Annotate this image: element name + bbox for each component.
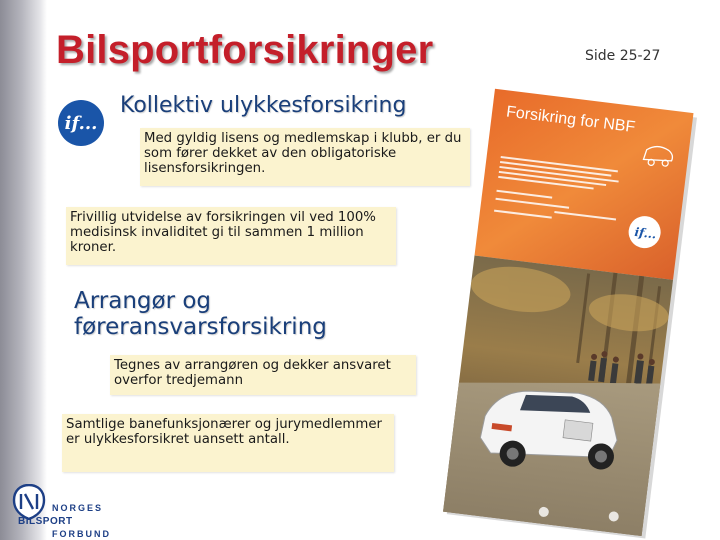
if-logo-text: if...	[64, 112, 98, 134]
heading-arrangor-foreransvar: Arrangør og føreransvarsforsikring	[74, 288, 327, 340]
brochure-title: Forsikring for NBF	[505, 103, 637, 137]
brochure-image	[458, 96, 688, 534]
slide-title: Bilsportforsikringer	[56, 28, 434, 72]
nbf-emblem-icon	[12, 484, 46, 520]
note-tegnes-av-arrangoren: Tegnes av arrangøren og dekker ansvaret overfor tredjemann	[110, 355, 416, 395]
brochure-if-logo-text: if...	[633, 224, 658, 242]
heading-kollektiv-ulykkesforsikring: Kollektiv ulykkesforsikring	[120, 93, 407, 118]
note-frivillig-utvidelse: Frivillig utvidelse av forsikringen vil ved 100% medisinsk invaliditet gi til sammen 1 million kroner.	[66, 207, 396, 265]
left-gradient-bar	[0, 0, 47, 540]
if-logo-icon	[58, 100, 104, 146]
page-reference: Side 25-27	[585, 48, 661, 64]
logo-line-bilsport: BILSPORT	[18, 516, 73, 527]
note-banefunksjonaerer: Samtlige banefunksjonærer og jurymedlemmer er ulykkesforsikret uansett antall.	[62, 414, 394, 472]
note-lisensforsikring: Med gyldig lisens og medlemskap i klubb, er du som fører dekket av den obligatoriske lisensforsikringen.	[140, 128, 470, 186]
logo-line-norges: NORGES	[52, 503, 104, 513]
logo-line-forbund: FORBUND	[52, 529, 111, 539]
